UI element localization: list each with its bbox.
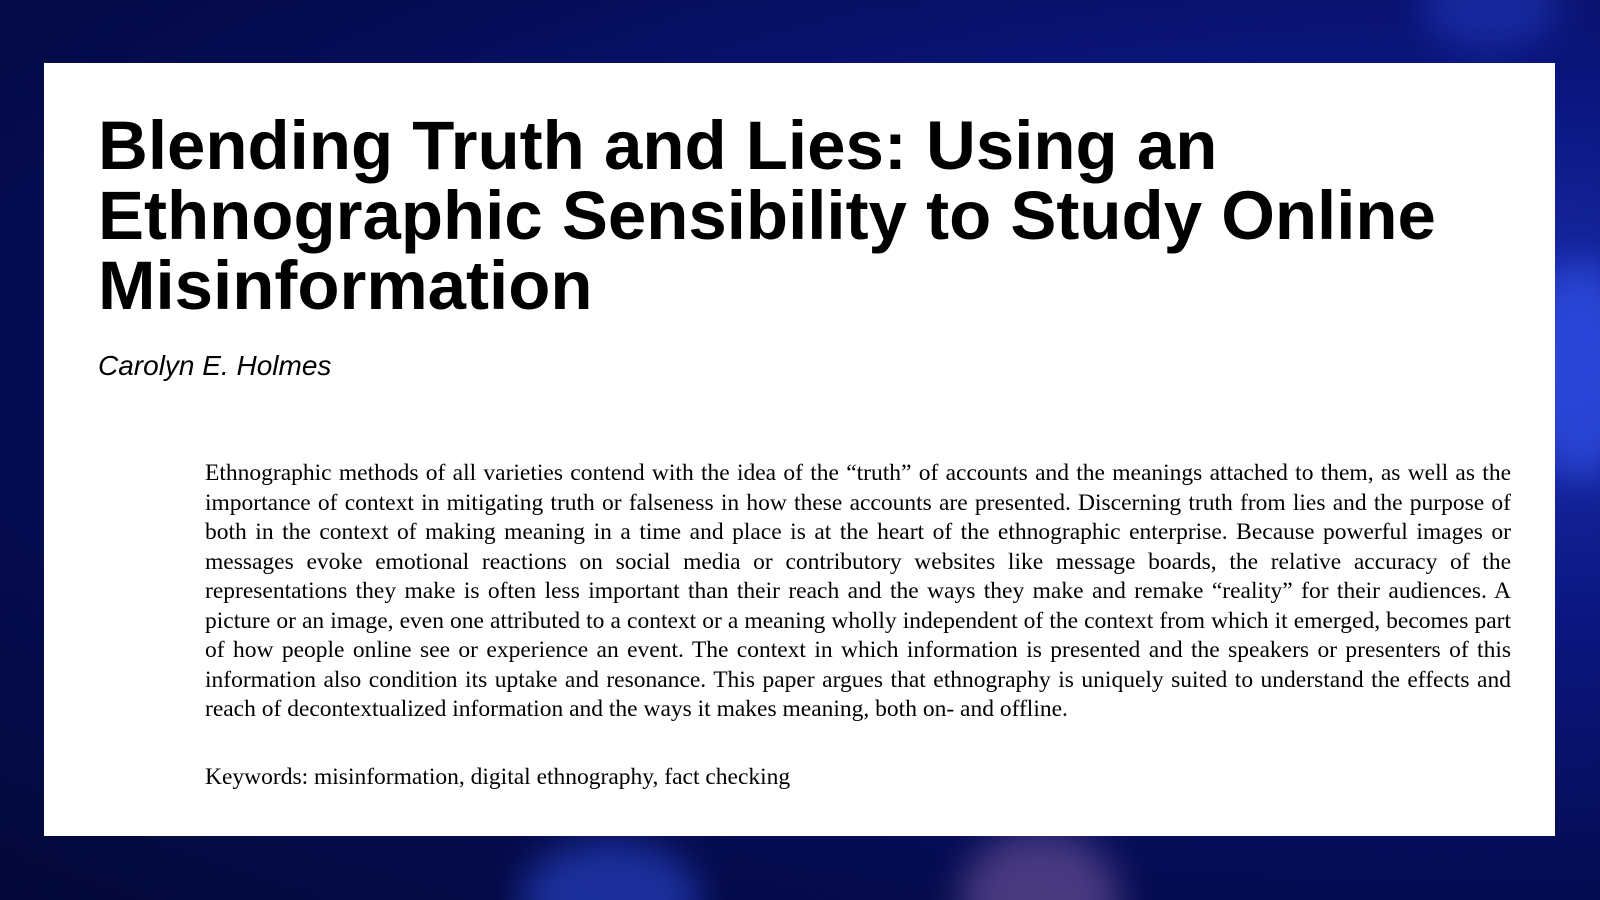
paper-abstract: Ethnographic methods of all varieties contend with the idea of the “truth” of accounts and the meanings attached to them, as well as the importance of context in mitigating truth or falseness in how these accounts are presented. Discerning truth from lies and the purpose of both in the context of making meaning in a time and place is at the heart of the ethnographic enterprise. Because powerful images or messages evoke emotional reactions on social media or contributory websites like message boards, the relative accuracy of the representations they make is often less important than their reach and the ways they make and remake “reality” for their audiences. A picture or an image, even one attributed to a context or a meaning wholly independent of the context from which it emerged, becomes part of how people online see or experience an event. The context in which information is presented and the speakers or presenters of this information also condition its uptake and resonance. This paper argues that ethnography is uniquely suited to understand the effects and reach of decontextualized information and the ways it makes meaning, both on- and offline. (205, 460, 1511, 722)
background-jellyfish-glow (1420, 0, 1560, 50)
paper-author: Carolyn E. Holmes (98, 350, 332, 381)
paper-title: Blending Truth and Lies: Using an Ethnographic Sensibility to Study Online Misinformation (98, 107, 1436, 324)
paper-keywords: Keywords: misinformation, digital ethnography, fact checking (205, 764, 791, 790)
background-jellyfish-glow (960, 830, 1120, 900)
paper-page (44, 63, 1555, 836)
background-jellyfish-glow (520, 840, 700, 900)
